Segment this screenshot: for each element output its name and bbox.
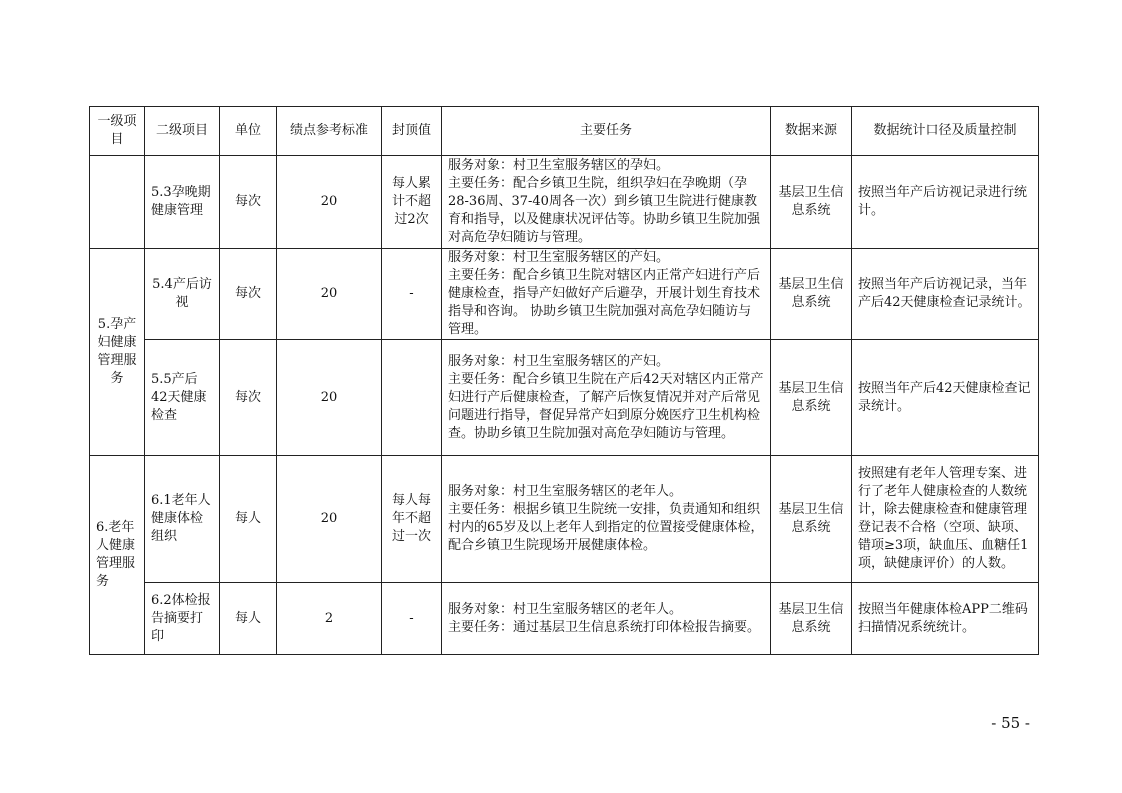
statistics-cell: 按照建有老年人管理专案、进行了老年人健康检查的人数统计，除去健康检查和健康管理登记表不合格（空项、缺项、错项≥3项，缺血压、血糖任1项，缺健康评价）的人数。 — [852, 456, 1039, 583]
header-data-source: 数据来源 — [771, 107, 852, 156]
points-cell: 20 — [277, 249, 382, 340]
table-header-row — [90, 107, 1039, 156]
source-cell: 基层卫生信息系统 — [771, 583, 852, 655]
cap-cell: - — [382, 249, 442, 340]
points-cell: 2 — [277, 583, 382, 655]
cap-cell: 每人累计不超过2次 — [382, 156, 442, 249]
page-number: - 55 - — [991, 714, 1030, 732]
statistics-cell: 按照当年产后访视记录，当年产后42天健康检查记录统计。 — [852, 249, 1039, 340]
source-cell: 基层卫生信息系统 — [771, 156, 852, 249]
points-cell: 20 — [277, 340, 382, 456]
task-cell — [442, 249, 771, 340]
source-cell: 基层卫生信息系统 — [771, 249, 852, 340]
task-content: 主要任务：配合乡镇卫生院，组织孕妇在孕晚期（孕28-36周、37-40周各一次）到乡镇卫生院进行健康教育和指导，以及健康状况评估等。协助乡镇卫生院加强对高危孕妇随访与管理。 — [448, 176, 761, 245]
header-main-task: 主要任务 — [442, 107, 771, 156]
table-row — [90, 249, 1039, 340]
item-cell: 5.3孕晚期健康管理 — [145, 156, 220, 249]
header-cap: 封顶值 — [382, 107, 442, 156]
task-cell — [442, 456, 771, 583]
task-content: 主要任务：配合乡镇卫生院在产后42天对辖区内正常产妇进行产后健康检查，了解产后恢复情况并对产后常见问题进行指导，督促异常产妇到原分娩医疗卫生机构检查。协助乡镇卫生院加强对高危孕妇随访与管理。 — [448, 371, 764, 441]
unit-cell: 每次 — [220, 156, 277, 249]
task-content: 主要任务：配合乡镇卫生院对辖区内正常产妇进行产后健康检查，指导产妇做好产后避孕，开展计划生育技术指导和咨询。 协助乡镇卫生院加强对高危孕妇随访与管理。 — [448, 268, 761, 337]
group-cell: 6.老年人健康管理服务 — [90, 456, 145, 655]
statistics-cell: 按照当年产后42天健康检查记录统计。 — [852, 340, 1039, 456]
header-level2-item: 二级项目 — [145, 107, 220, 156]
unit-cell: 每次 — [220, 249, 277, 340]
task-content: 主要任务：通过基层卫生信息系统打印体检报告摘要。 — [448, 619, 761, 635]
task-target: 服务对象：村卫生室服务辖区的孕妇。 — [448, 158, 670, 173]
statistics-cell: 按照当年健康体检APP二维码扫描情况系统统计。 — [852, 583, 1039, 655]
task-cell — [442, 340, 771, 456]
header-level1-item: 一级项目 — [90, 107, 145, 156]
source-cell: 基层卫生信息系统 — [771, 340, 852, 456]
table-row — [90, 156, 1039, 249]
table-row — [90, 456, 1039, 583]
task-target: 服务对象：村卫生室服务辖区的老年人。 — [448, 484, 683, 499]
group-cell-empty — [90, 156, 145, 249]
item-cell: 6.2体检报告摘要打印 — [145, 583, 220, 655]
header-unit: 单位 — [220, 107, 277, 156]
item-cell: 6.1老年人健康体检组织 — [145, 456, 220, 583]
task-content: 主要任务：根据乡镇卫生院统一安排，负责通知和组织村内的65岁及以上老年人到指定的位置接受健康体检，配合乡镇卫生院现场开展健康体检。 — [448, 502, 764, 553]
statistics-cell: 按照当年产后访视记录进行统计。 — [852, 156, 1039, 249]
task-target: 服务对象：村卫生室服务辖区的产妇。 — [448, 353, 670, 369]
table-row — [90, 340, 1039, 456]
task-target: 服务对象：村卫生室服务辖区的老年人。 — [448, 601, 683, 617]
cap-cell: - — [382, 583, 442, 655]
cap-cell: 每人每年不超过一次 — [382, 456, 442, 583]
cap-cell — [382, 340, 442, 456]
points-cell: 20 — [277, 456, 382, 583]
header-statistics-criteria: 数据统计口径及质量控制 — [852, 107, 1039, 156]
group-cell: 5.孕产妇健康管理服务 — [90, 249, 145, 456]
item-cell: 5.4产后访视 — [145, 249, 220, 340]
task-cell — [442, 156, 771, 249]
item-cell: 5.5产后42天健康检查 — [145, 340, 220, 456]
task-cell — [442, 583, 771, 655]
task-target: 服务对象：村卫生室服务辖区的产妇。 — [448, 250, 670, 265]
header-points-standard: 绩点参考标准 — [277, 107, 382, 156]
table-row — [90, 583, 1039, 655]
unit-cell: 每人 — [220, 583, 277, 655]
unit-cell: 每次 — [220, 340, 277, 456]
service-standards-table — [89, 106, 1039, 655]
source-cell: 基层卫生信息系统 — [771, 456, 852, 583]
unit-cell: 每人 — [220, 456, 277, 583]
points-cell: 20 — [277, 156, 382, 249]
